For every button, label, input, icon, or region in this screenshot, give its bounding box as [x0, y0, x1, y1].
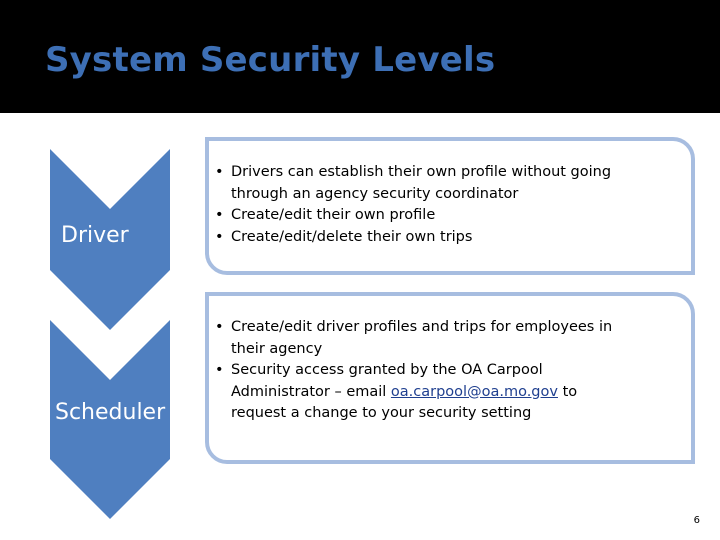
driver-bullet-1: • Drivers can establish their own profile without going through an agency security coordinator — [215, 162, 645, 205]
scheduler-bullet-list — [215, 317, 645, 425]
page-number: 6 — [693, 515, 700, 526]
slide-title: System Security Levels — [45, 40, 496, 80]
scheduler-bullet-1: • Create/edit driver profiles and trips for employees in their agency — [215, 317, 645, 360]
driver-bullet-list — [215, 162, 645, 248]
driver-label: Driver — [61, 223, 129, 248]
scheduler-bullet-2-continuation: request a change to your security setting — [231, 405, 532, 421]
driver-bullet-3: • Create/edit/delete their own trips — [215, 227, 645, 249]
scheduler-bullet-2-text: Security access granted by the OA Carpool Administrator – email — [231, 362, 543, 400]
driver-bullet-2: • Create/edit their own profile — [215, 205, 645, 227]
email-suffix: to — [557, 383, 578, 400]
scheduler-label: Scheduler — [55, 400, 166, 425]
scheduler-bullet-2 — [215, 360, 645, 425]
email-link[interactable]: oa.carpool@oa.mo.gov — [390, 383, 558, 400]
